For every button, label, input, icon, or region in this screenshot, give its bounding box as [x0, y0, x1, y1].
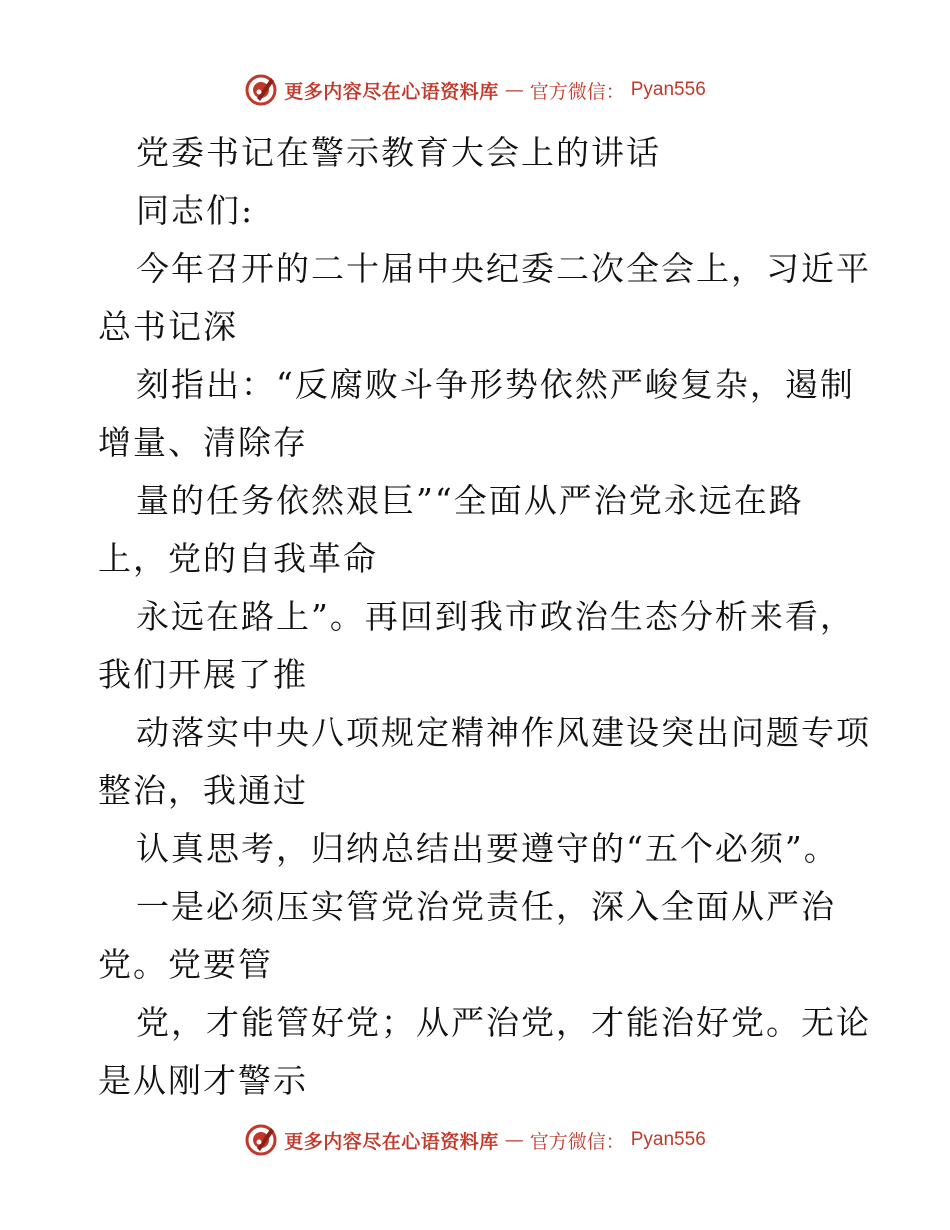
text-line: 一是必须压实管党治党责任，深入全面从严治: [136, 887, 836, 926]
watermark-wechat-label: 官方微信：: [529, 80, 625, 103]
text-line: 总书记深: [98, 307, 238, 346]
pen-logo-icon: [244, 73, 278, 107]
pen-logo-icon: [244, 1123, 278, 1157]
header-watermark: [0, 70, 950, 110]
watermark-wechat-id: Pyan556: [630, 1129, 706, 1150]
watermark-brand: 更多内容尽在心语资料库: [284, 80, 499, 103]
watermark-separator: —: [504, 79, 524, 101]
text-line: 永远在路上”。再回到我市政治生态分析来看，: [136, 597, 855, 636]
watermark-wechat-id: Pyan556: [630, 79, 706, 100]
text-line: 是从刚才警示: [98, 1061, 308, 1100]
document-body: [98, 124, 871, 1110]
text-line: 认真思考，归纳总结出要遵守的“五个必须”。: [136, 829, 839, 868]
watermark-group: [244, 73, 706, 107]
watermark-wechat-label: 官方微信：: [529, 1130, 625, 1153]
salutation: 同志们:: [136, 191, 255, 230]
text-line: 整治，我通过: [98, 771, 308, 810]
footer-watermark: [0, 1120, 950, 1160]
text-line: 动落实中央八项规定精神作风建设突出问题专项: [136, 713, 871, 752]
text-line: 上，党的自我革命: [98, 539, 378, 578]
text-line: 刻指出：“反腐败斗争形势依然严峻复杂，遏制: [136, 365, 855, 404]
watermark-separator: —: [504, 1129, 524, 1151]
watermark-brand: 更多内容尽在心语资料库: [284, 1130, 499, 1153]
text-line: 量的任务依然艰巨”“全面从严治党永远在路: [136, 481, 804, 520]
text-line: 今年召开的二十届中央纪委二次全会上，习近平: [136, 249, 871, 288]
text-line: 党。党要管: [98, 945, 273, 984]
text-line: 党，才能管好党；从严治党，才能治好党。无论: [136, 1003, 871, 1042]
document-title: 党委书记在警示教育大会上的讲话: [136, 133, 661, 172]
watermark-group: [244, 1123, 706, 1157]
text-line: 增量、清除存: [98, 423, 308, 462]
text-line: 我们开展了推: [98, 655, 308, 694]
